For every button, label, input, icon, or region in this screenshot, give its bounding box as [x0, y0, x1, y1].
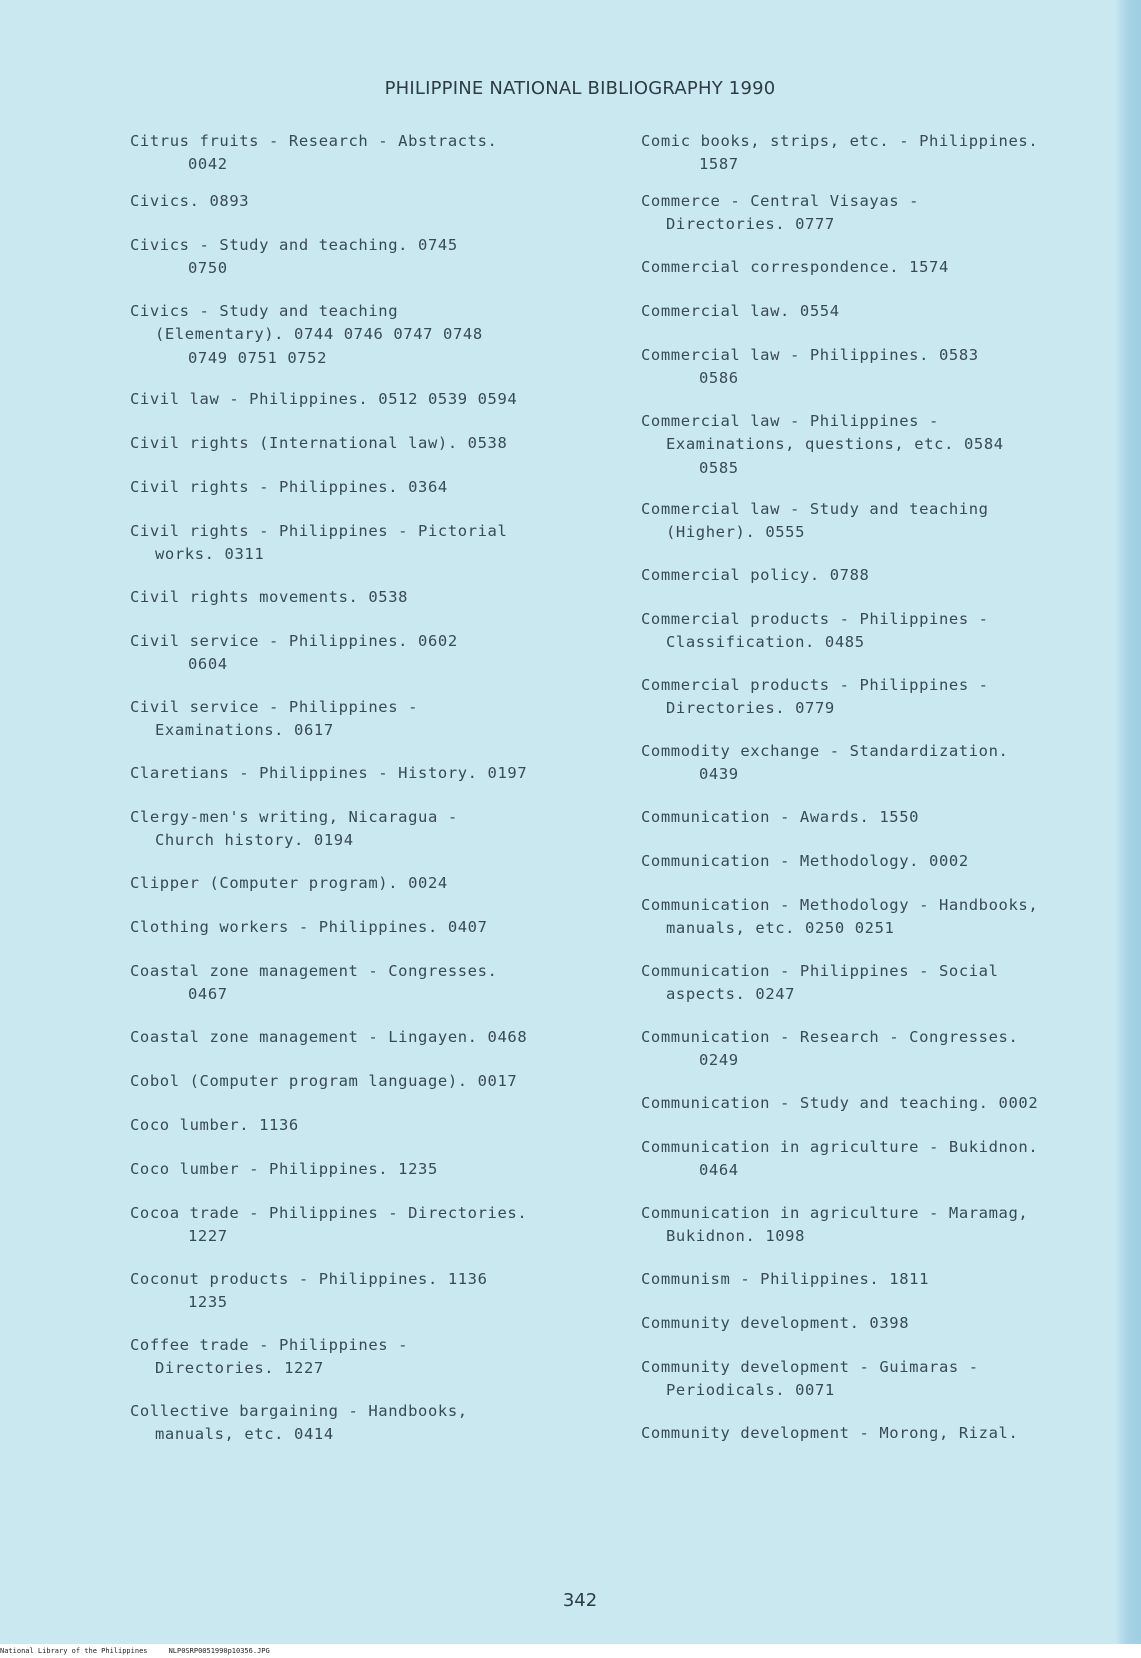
entry-heading: Communication - Methodology. 0002	[641, 852, 969, 870]
entry-heading: Cobol (Computer program language). 0017	[130, 1072, 518, 1090]
index-entry	[130, 1026, 610, 1049]
entry-heading: Communication in agriculture - Bukidnon.	[641, 1138, 1039, 1156]
entry-heading: Collective bargaining - Handbooks,	[130, 1402, 468, 1420]
index-entry	[641, 1422, 1121, 1445]
index-entry	[641, 1136, 1121, 1183]
index-entry	[130, 234, 610, 281]
entry-heading: Comic books, strips, etc. - Philippines.	[641, 132, 1039, 150]
entry-continuation: 0439	[699, 765, 739, 784]
index-entry	[130, 696, 610, 743]
entry-heading: Commercial correspondence. 1574	[641, 258, 949, 276]
entry-heading: Coco lumber - Philippines. 1235	[130, 1160, 438, 1178]
index-entry	[130, 1158, 610, 1181]
entry-continuation: (Higher). 0555	[666, 523, 806, 542]
entry-continuation: Examinations. 0617	[155, 721, 334, 740]
entry-heading: Cocoa trade - Philippines - Directories.	[130, 1204, 528, 1222]
index-entry	[130, 762, 610, 785]
index-entry	[641, 1092, 1121, 1115]
index-entry	[130, 1070, 610, 1093]
entry-continuation: (Elementary). 0744 0746 0747 0748	[155, 325, 483, 344]
entry-heading: Communism - Philippines. 1811	[641, 1270, 930, 1288]
entry-heading: Community development - Guimaras -	[641, 1358, 979, 1376]
entry-heading: Coastal zone management - Lingayen. 0468	[130, 1028, 528, 1046]
index-entry	[130, 872, 610, 895]
entry-continuation: 0749 0751 0752	[188, 348, 328, 367]
entry-heading: Commercial law. 0554	[641, 302, 840, 320]
entry-continuation: 0464	[699, 1161, 739, 1180]
entry-heading: Communication - Awards. 1550	[641, 808, 920, 826]
entry-continuation: Bukidnon. 1098	[666, 1227, 806, 1246]
entry-continuation: 0585	[699, 458, 739, 477]
entry-continuation: 0249	[699, 1051, 739, 1070]
index-entry	[130, 960, 610, 1007]
entry-heading: Civics - Study and teaching. 0745	[130, 236, 458, 254]
entry-heading: Commodity exchange - Standardization.	[641, 742, 1009, 760]
index-entry	[641, 806, 1121, 829]
index-entry	[641, 674, 1121, 721]
index-entry	[130, 388, 610, 411]
entry-continuation: Examinations, questions, etc. 0584	[666, 435, 1004, 454]
index-entry	[130, 190, 610, 213]
index-entry	[130, 1114, 610, 1137]
index-entry	[641, 190, 1121, 237]
index-entry	[641, 1268, 1121, 1291]
entry-heading: Civil service - Philippines. 0602	[130, 632, 458, 650]
page-title: PHILIPPINE NATIONAL BIBLIOGRAPHY 1990	[384, 78, 776, 99]
entry-heading: Clothing workers - Philippines. 0407	[130, 918, 488, 936]
entry-continuation: Church history. 0194	[155, 831, 354, 850]
entry-continuation: 0586	[699, 369, 739, 388]
entry-continuation: 1587	[699, 155, 739, 174]
entry-heading: Clipper (Computer program). 0024	[130, 874, 448, 892]
index-entry	[130, 432, 610, 455]
index-entry	[130, 1202, 610, 1249]
entry-heading: Civics. 0893	[130, 192, 250, 210]
entry-continuation: 0467	[188, 985, 228, 1004]
entry-heading: Coconut products - Philippines. 1136	[130, 1270, 488, 1288]
entry-continuation: Directories. 0777	[666, 215, 835, 234]
index-entry	[130, 520, 610, 567]
entry-continuation: Directories. 1227	[155, 1359, 324, 1378]
index-entry	[641, 130, 1121, 177]
entry-heading: Communication - Research - Congresses.	[641, 1028, 1019, 1046]
entry-heading: Communication - Methodology - Handbooks,	[641, 896, 1039, 914]
index-entry	[641, 498, 1121, 545]
entry-continuation: 0750	[188, 259, 228, 278]
index-entry	[641, 608, 1121, 655]
entry-continuation: Classification. 0485	[666, 633, 865, 652]
entry-heading: Commercial law - Philippines -	[641, 412, 939, 430]
entry-heading: Coffee trade - Philippines -	[130, 1336, 409, 1354]
entry-heading: Communication - Philippines - Social	[641, 962, 999, 980]
index-entry	[641, 300, 1121, 323]
entry-heading: Claretians - Philippines - History. 0197	[130, 764, 528, 782]
index-entry	[130, 916, 610, 939]
entry-heading: Citrus fruits - Research - Abstracts.	[130, 132, 498, 150]
entry-heading: Community development - Morong, Rizal.	[641, 1424, 1019, 1442]
index-entry	[641, 850, 1121, 873]
entry-continuation: 1227	[188, 1227, 228, 1246]
entry-heading: Civil rights movements. 0538	[130, 588, 409, 606]
entry-continuation: 1235	[188, 1293, 228, 1312]
index-entry	[130, 476, 610, 499]
entry-heading: Civics - Study and teaching	[130, 302, 399, 320]
entry-heading: Clergy-men's writing, Nicaragua -	[130, 808, 458, 826]
entry-heading: Civil rights - Philippines. 0364	[130, 478, 448, 496]
index-entry	[641, 894, 1121, 941]
index-entry	[641, 1312, 1121, 1335]
entry-heading: Civil service - Philippines -	[130, 698, 419, 716]
entry-heading: Commercial law - Study and teaching	[641, 500, 989, 518]
page-number: 342	[562, 1590, 598, 1611]
index-entry	[641, 1202, 1121, 1249]
index-entry	[641, 1026, 1121, 1073]
index-entry	[641, 740, 1121, 787]
index-entry	[641, 344, 1121, 391]
entry-continuation: manuals, etc. 0250 0251	[666, 919, 895, 938]
index-entry	[641, 564, 1121, 587]
index-entry	[641, 410, 1121, 480]
index-entry	[130, 1334, 610, 1381]
index-entry	[130, 806, 610, 853]
entry-continuation: manuals, etc. 0414	[155, 1425, 334, 1444]
index-entry	[130, 586, 610, 609]
entry-continuation: 0042	[188, 155, 228, 174]
index-entry	[130, 630, 610, 677]
entry-heading: Coco lumber. 1136	[130, 1116, 299, 1134]
entry-continuation: aspects. 0247	[666, 985, 796, 1004]
entry-heading: Civil rights - Philippines - Pictorial	[130, 522, 508, 540]
index-entry	[641, 1356, 1121, 1403]
entry-continuation: Periodicals. 0071	[666, 1381, 835, 1400]
entry-heading: Commerce - Central Visayas -	[641, 192, 920, 210]
entry-heading: Coastal zone management - Congresses.	[130, 962, 498, 980]
index-entry	[130, 1400, 610, 1447]
entry-continuation: works. 0311	[155, 545, 265, 564]
entry-heading: Civil law - Philippines. 0512 0539 0594	[130, 390, 518, 408]
entry-heading: Civil rights (International law). 0538	[130, 434, 508, 452]
entry-heading: Commercial products - Philippines -	[641, 610, 989, 628]
index-entry	[130, 300, 610, 370]
index-entry	[130, 1268, 610, 1315]
index-entry	[130, 130, 610, 177]
entry-continuation: Directories. 0779	[666, 699, 835, 718]
entry-heading: Communication - Study and teaching. 0002	[641, 1094, 1039, 1112]
entry-heading: Communication in agriculture - Maramag,	[641, 1204, 1029, 1222]
entry-heading: Community development. 0398	[641, 1314, 910, 1332]
index-entry	[641, 256, 1121, 279]
entry-heading: Commercial policy. 0788	[641, 566, 870, 584]
entry-heading: Commercial products - Philippines -	[641, 676, 989, 694]
entry-continuation: 0604	[188, 655, 228, 674]
index-entry	[641, 960, 1121, 1007]
entry-heading: Commercial law - Philippines. 0583	[641, 346, 979, 364]
footer-credit: National Library of the Philippines NLP0SRP0051990p10356.JPG	[0, 1647, 270, 1655]
